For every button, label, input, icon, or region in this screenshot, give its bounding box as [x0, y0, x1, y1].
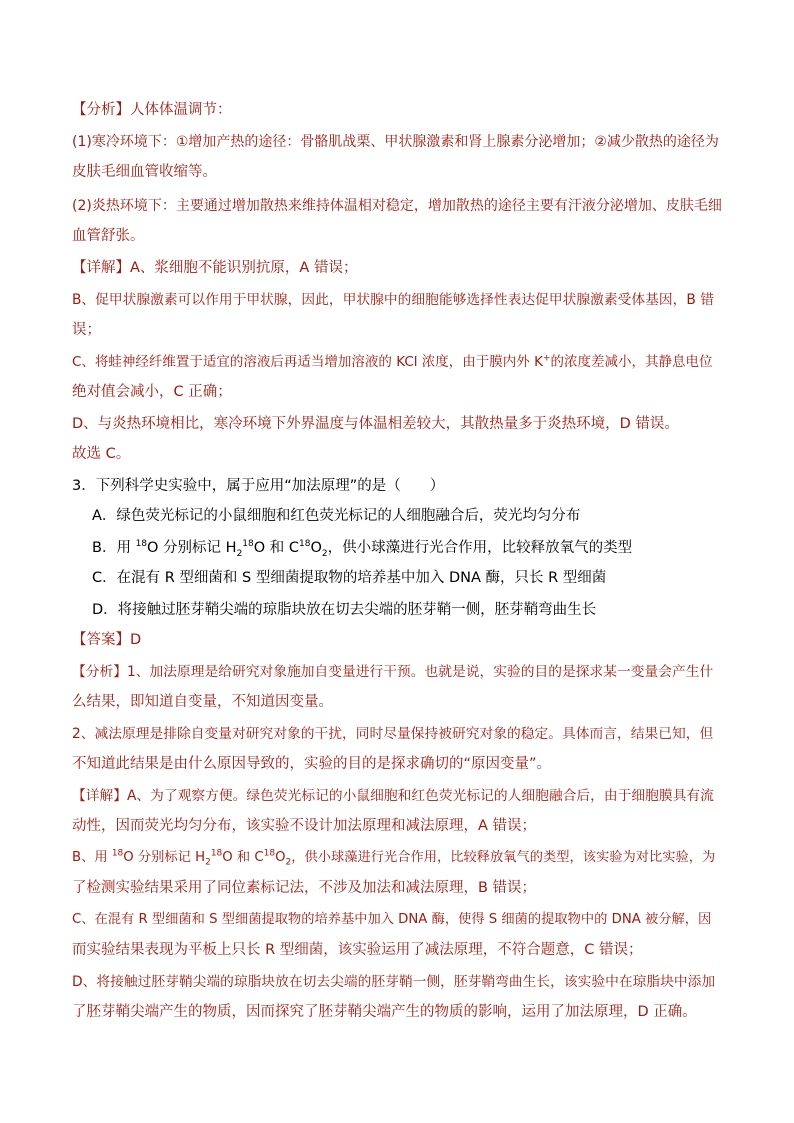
detail-c-line-1: C、将蛙神经纤维置于适宜的溶液后再适当增加溶液的 KCl 浓度，由于膜内外 K+的浓度差减小，其静息电位	[72, 353, 713, 370]
detail3-d-line-1: D、将接触过胚芽鞘尖端的琼脂块放在切去尖端的胚芽鞘一侧，胚芽鞘弯曲生长，该实验中在琼脂块中添加	[72, 974, 716, 990]
detail-d: D、与炎热环境相比，寒冷环境下外界温度与体温相差较大，其散热量多于炎热环境，D 错误。	[72, 416, 679, 432]
analysis-line-2: 皮肤毛细血管收缩等。	[72, 164, 217, 180]
final-choice: 故选 C。	[72, 446, 131, 462]
detail-b-line-1: B、促甲状腺激素可以作用于甲状腺，因此，甲状腺中的细胞能够选择性表达促甲状腺激素受体基因，B 错	[72, 292, 714, 308]
detail3-b-line-2: 了检测实验结果采用了同位素标记法，不涉及加法和减法原理，B 错误；	[72, 880, 537, 896]
detail3-a-line-1: 【详解】A、为了观察方便。绿色荧光标记的小鼠细胞和红色荧光标记的人细胞融合后，由于细胞膜具有流	[72, 788, 714, 804]
detail-a: 【详解】A、浆细胞不能识别抗原，A 错误；	[72, 260, 358, 276]
analysis-line-4: 血管舒张。	[72, 228, 145, 244]
option-b: B．用 $^{18}$O 分别标记 $H_2^{18}O$ 和 $C^{18}O_2$，供小球藻进行光合作用，比较释放氧气的类型	[92, 539, 633, 559]
detail3-c-line-2: 而实验结果表现为平板上只长 R 型细菌，该实验运用了减法原理，不符合题意，C 错误；	[72, 942, 643, 958]
answer-3: 【答案】D	[72, 632, 142, 648]
analysis-line-1: (1)寒冷环境下：①增加产热的途径：骨骼肌战栗、甲状腺激素和肾上腺素分泌增加；②减少散热的途径为	[72, 134, 719, 150]
option-a: A．绿色荧光标记的小鼠细胞和红色荧光标记的人细胞融合后，荧光均匀分布	[92, 508, 581, 524]
detail3-c-line-1: C、在混有 R 型细菌和 S 型细菌提取物的培养基中加入 DNA 酶，使得 S 细菌的提取物中的 DNA 被分解，因	[72, 912, 712, 927]
analysis-heading: 【分析】人体体温调节：	[72, 102, 232, 118]
analysis3-line-4: 不知道此结果是由什么原因导致的，实验的目的是探求确切的“原因变量”。	[72, 756, 552, 772]
detail-c-line-2: 绝对值会减小，C 正确；	[72, 384, 232, 400]
option-c: C．在混有 R 型细菌和 S 型细菌提取物的培养基中加入 DNA 酶，只长 R 型细菌	[92, 570, 607, 586]
question-3-stem: 3．下列科学史实验中，属于应用“加法原理”的是（ ）	[72, 478, 445, 494]
detail3-a-line-2: 动性，因而荧光均匀分布，该实验不设计加法原理和减法原理，A 错误；	[72, 818, 537, 834]
analysis3-line-3: 2、减法原理是排除自变量对研究对象的干扰，同时尽量保持被研究对象的稳定。具体而言，结果已知，但	[72, 726, 714, 742]
detail3-d-line-2: 了胚芽鞘尖端产生的物质，因而探究了胚芽鞘尖端产生的物质的影响，运用了加法原理，D 正确。	[72, 1004, 697, 1020]
detail3-b-line-1: B、用 $^{18}$O 分别标记 $H_2^{18}O$ 和 $C^{18}O_2$，供小球藻进行光合作用，比较释放氧气的类型，该实验为对比实验，为	[72, 848, 716, 868]
analysis3-line-2: 么结果，即知道自变量，不知道因变量。	[72, 694, 333, 710]
option-d: D．将接触过胚芽鞘尖端的琼脂块放在切去尖端的胚芽鞘一侧，胚芽鞘弯曲生长	[92, 602, 597, 618]
analysis3-line-1: 【分析】1、加法原理是给研究对象施加自变量进行干预。也就是说，实验的目的是探求某一变量会产生什	[72, 664, 714, 680]
analysis-line-3: (2)炎热环境下：主要通过增加散热来维持体温相对稳定，增加散热的途径主要有汗液分泌增加、皮肤毛细	[72, 198, 722, 214]
detail-b-line-2: 误；	[72, 322, 101, 338]
